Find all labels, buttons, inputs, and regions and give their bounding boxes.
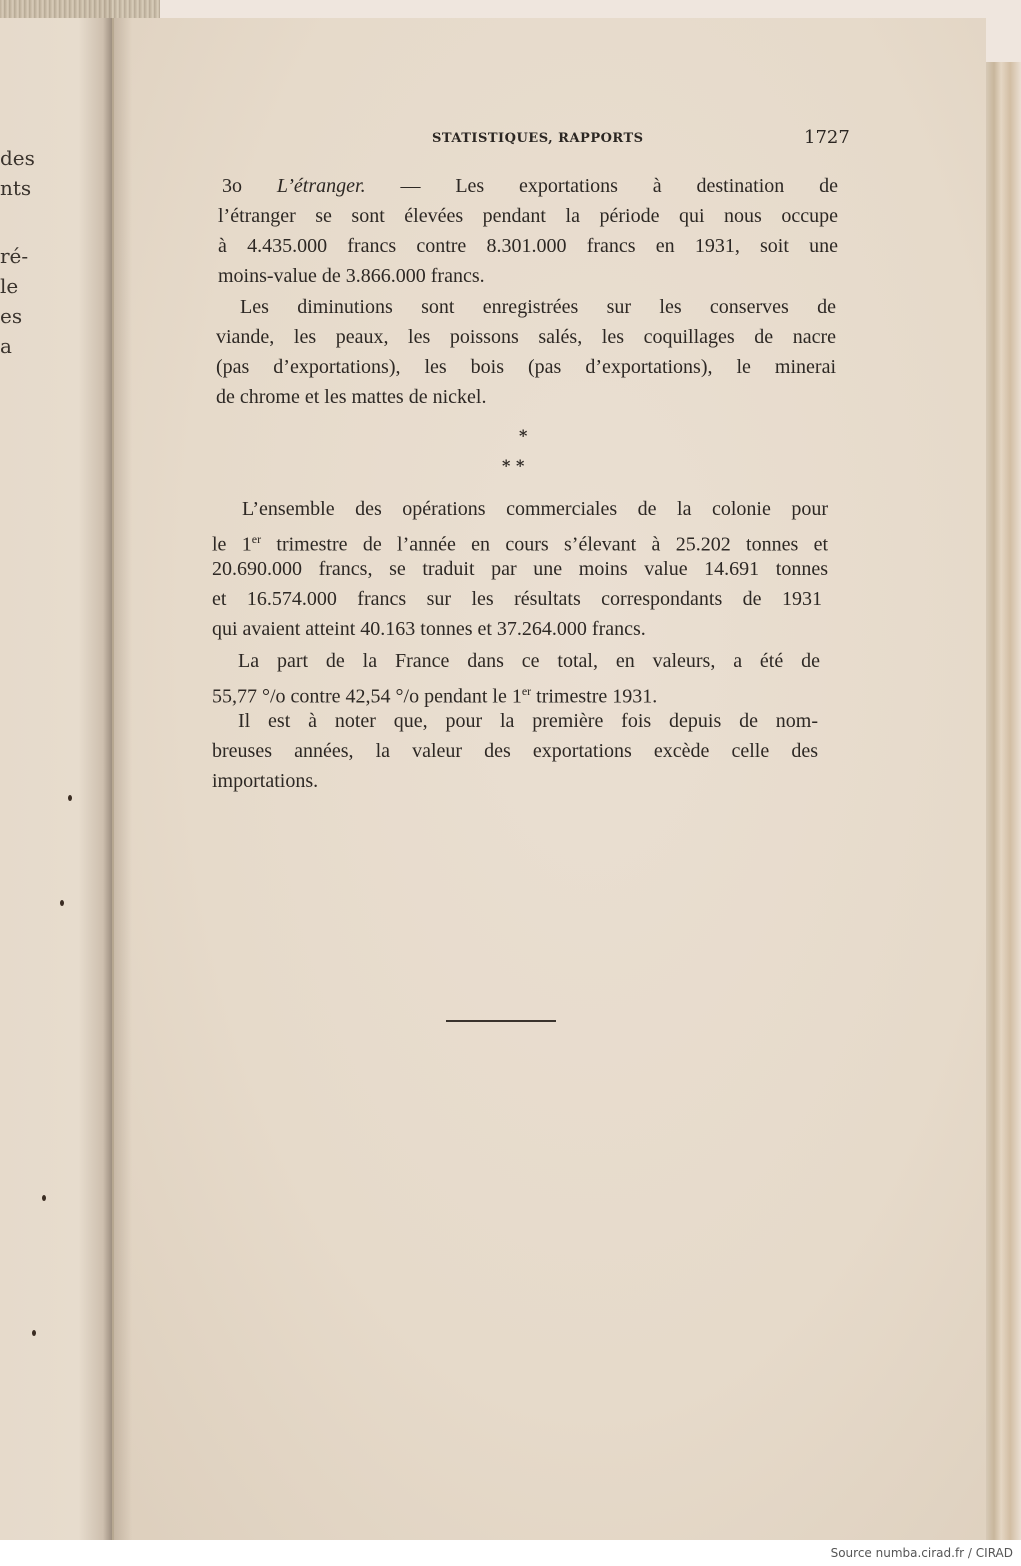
separator-asterisks: * * bbox=[502, 456, 525, 475]
paragraph-2-line: viande, les peaux, les poissons salés, les coquillages de nacre bbox=[216, 326, 836, 348]
paragraph-1-line: l’étranger se sont élevées pendant la période qui nous occupe bbox=[218, 205, 838, 227]
paragraph-3-line: L’ensemble des opérations commerciales de la colonie pour bbox=[242, 498, 828, 520]
ordinal-superscript: er bbox=[521, 684, 532, 698]
left-page-fragment: ré- bbox=[0, 244, 29, 268]
paper-blemish bbox=[32, 1330, 36, 1336]
paragraph-3-line: et 16.574.000 francs sur les résultats correspondants de 1931 bbox=[212, 588, 822, 610]
page-stack-edge bbox=[985, 62, 1021, 1540]
paragraph-5-line: breuses années, la valeur des exportations excède celle des bbox=[212, 740, 818, 762]
paragraph-3-line: 20.690.000 francs, se traduit par une moins value 14.691 tonnes bbox=[212, 558, 828, 580]
section-label: 3o bbox=[222, 175, 242, 197]
page-number: 1727 bbox=[804, 127, 850, 148]
paragraph-1-line bbox=[222, 171, 838, 201]
paragraph-3-text: trimestre de l’année en cours s’élevant à 25.202 tonnes et bbox=[261, 533, 828, 556]
running-head: STATISTIQUES, RAPPORTS bbox=[432, 131, 644, 146]
left-page-fragment: nts bbox=[0, 176, 32, 200]
left-page-fragment: des bbox=[0, 146, 35, 170]
left-page-fragment: a bbox=[0, 334, 12, 358]
paper-blemish bbox=[68, 795, 72, 801]
paragraph-4-text: trimestre 1931. bbox=[531, 685, 658, 708]
left-page-edge bbox=[0, 0, 112, 1540]
book-spine-edge bbox=[0, 0, 160, 18]
paragraph-1-text: — Les exportations à destination de bbox=[400, 175, 839, 197]
left-page-fragment: le bbox=[0, 274, 19, 298]
paragraph-4-text: 55,77 °/o contre 42,54 °/o pendant le 1 bbox=[212, 685, 522, 708]
paragraph-2-line: de chrome et les mattes de nickel. bbox=[216, 386, 487, 408]
paragraph-3-text: le 1 bbox=[212, 533, 252, 556]
end-rule bbox=[446, 1020, 556, 1022]
book-page bbox=[112, 18, 986, 1540]
paragraph-2-line: (pas d’exportations), les bois (pas d’exportations), le minerai bbox=[216, 356, 836, 378]
paragraph-4-line: La part de la France dans ce total, en valeurs, a été de bbox=[238, 650, 820, 672]
paper-blemish bbox=[60, 900, 64, 906]
paragraph-1-line: moins-value de 3.866.000 francs. bbox=[218, 265, 485, 287]
ordinal-superscript: er bbox=[251, 532, 262, 546]
paragraph-4-line bbox=[212, 676, 657, 706]
paper-blemish bbox=[42, 1195, 46, 1201]
paragraph-1-line: à 4.435.000 francs contre 8.301.000 francs en 1931, soit une bbox=[218, 235, 838, 257]
paragraph-2-line: Les diminutions sont enregistrées sur les conserves de bbox=[240, 296, 836, 318]
paragraph-5-line: importations. bbox=[212, 770, 319, 792]
left-page-fragment: es bbox=[0, 304, 23, 328]
source-credit: Source numba.cirad.fr / CIRAD bbox=[830, 1546, 1013, 1560]
paragraph-3-line: qui avaient atteint 40.163 tonnes et 37.264.000 francs. bbox=[212, 618, 646, 640]
paragraph-3-line bbox=[212, 524, 828, 554]
section-heading: L’étranger. bbox=[276, 175, 366, 197]
separator-asterisk: * bbox=[519, 426, 528, 445]
paragraph-5-line: Il est à noter que, pour la première fois depuis de nom- bbox=[238, 710, 818, 732]
